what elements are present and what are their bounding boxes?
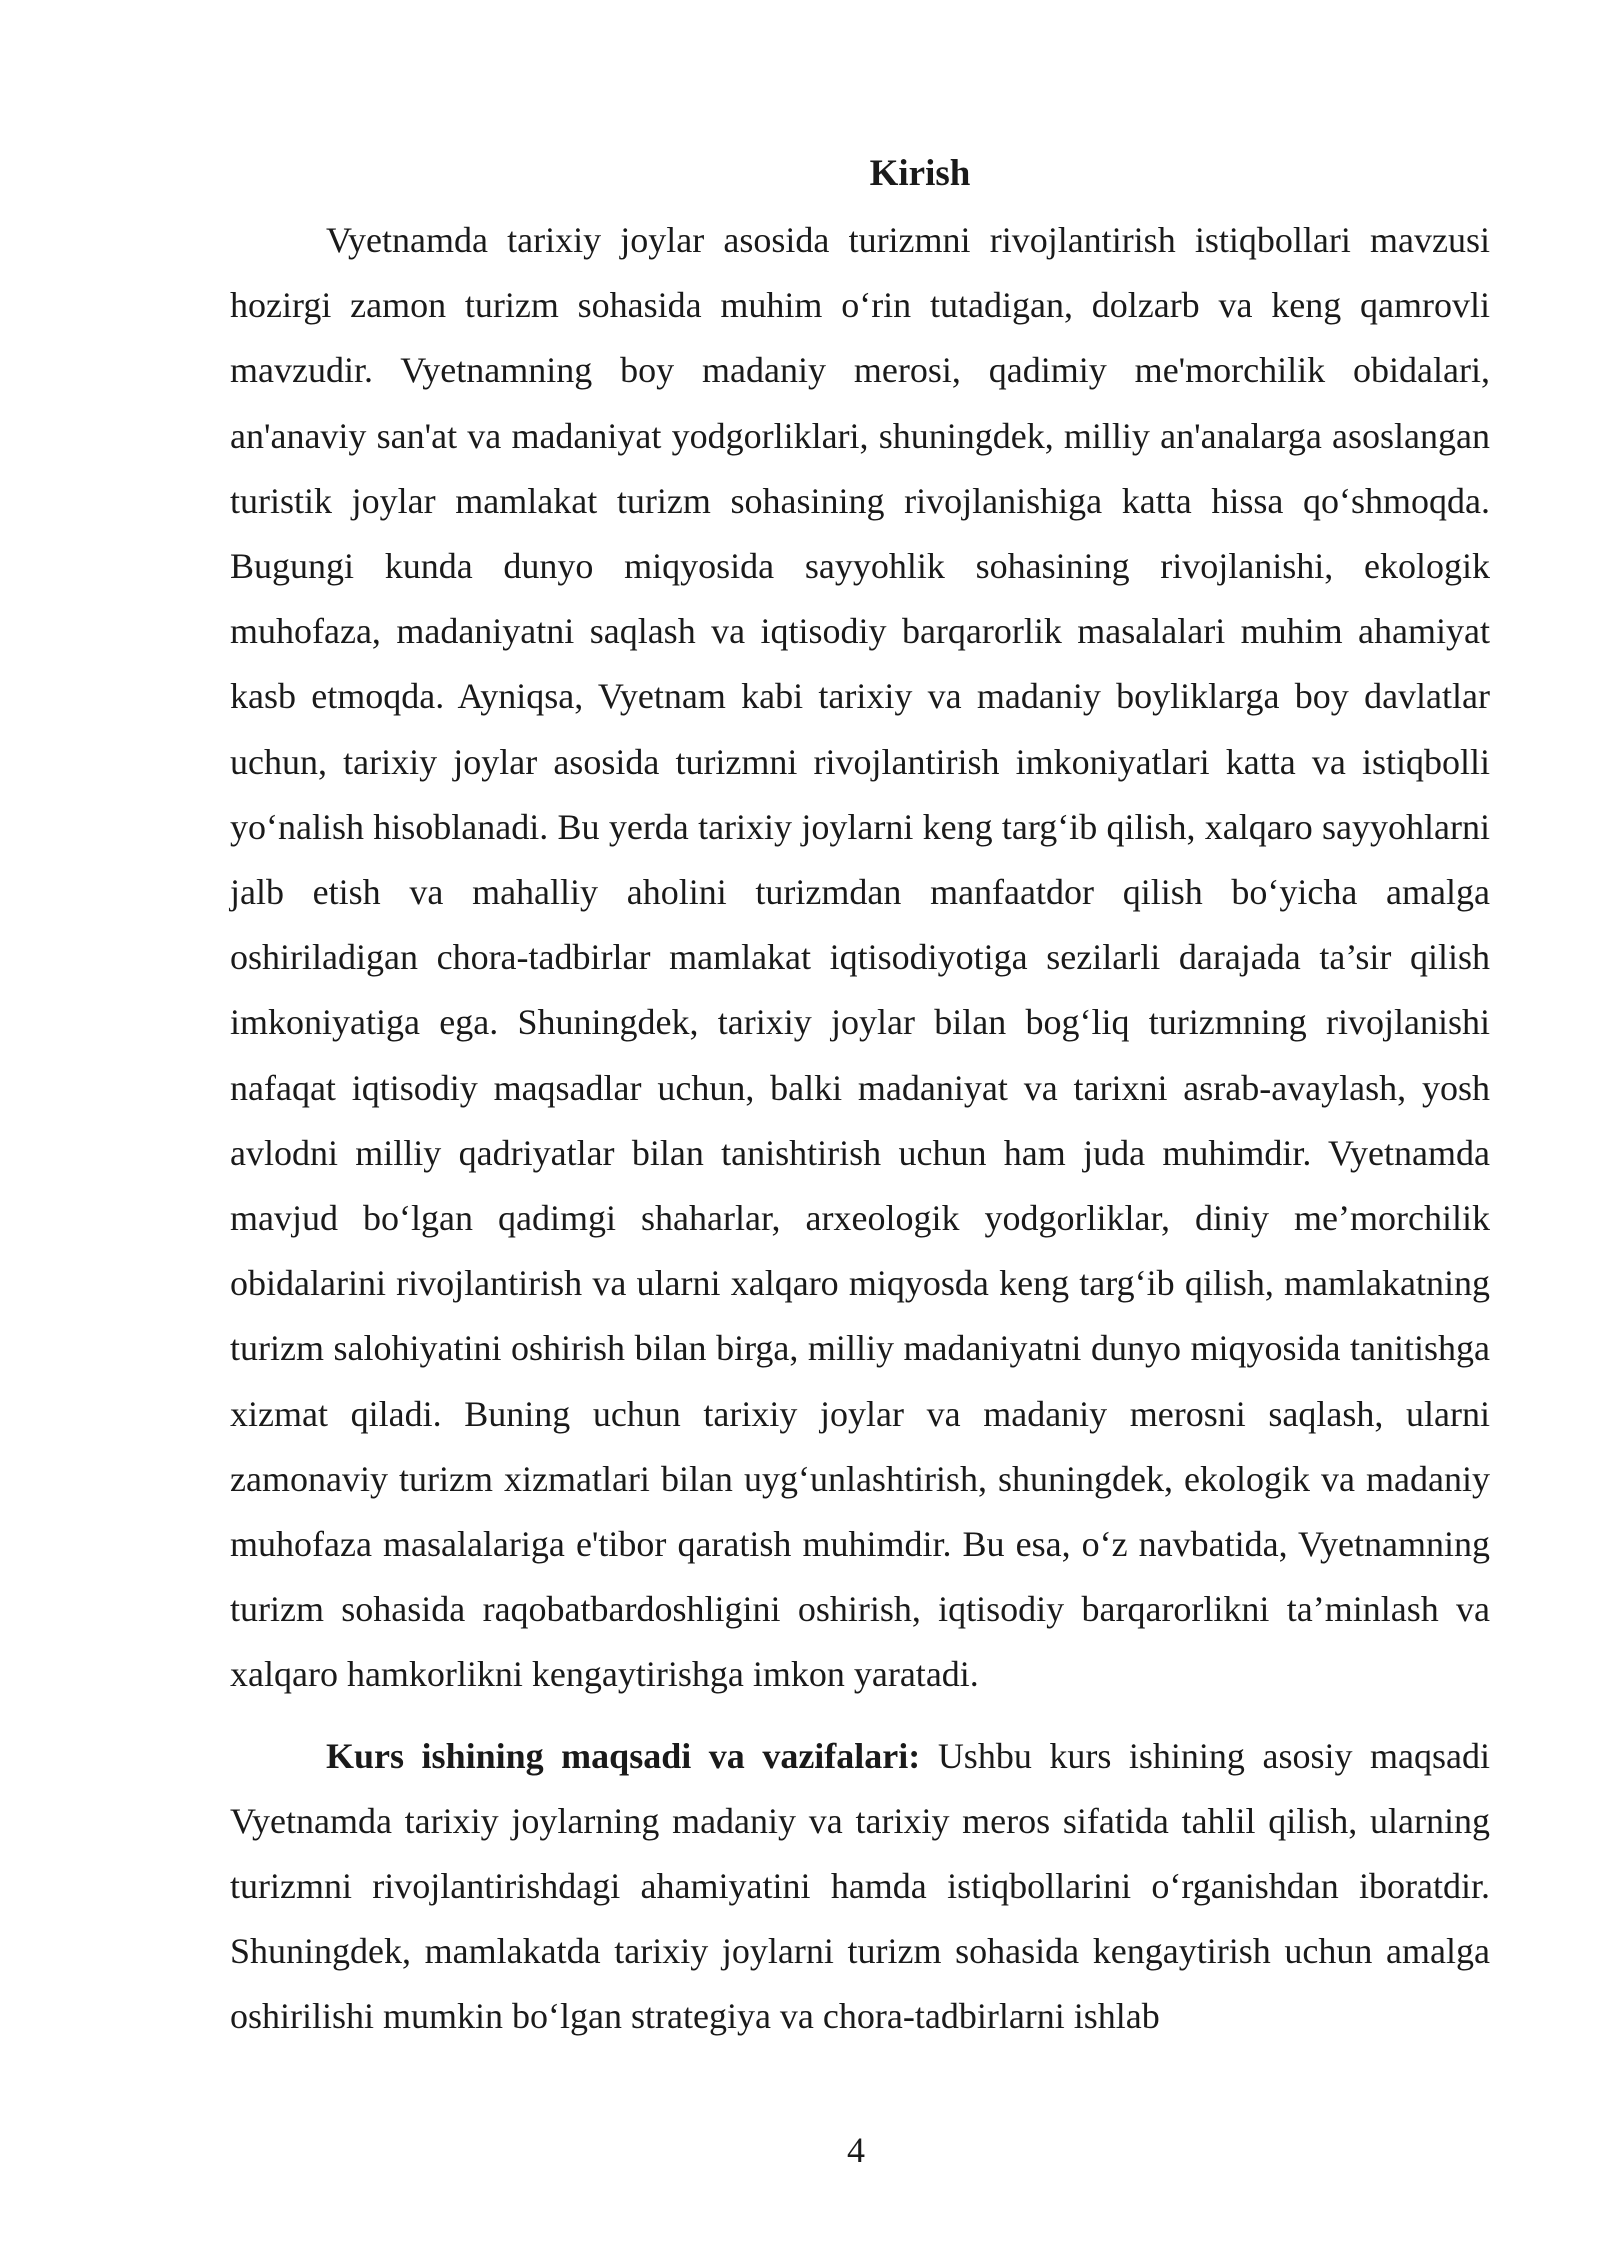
document-page [230, 148, 1490, 2050]
goals-lead-text: Kurs ishining maqsadi va vazifalari: [326, 1735, 921, 1776]
goals-body-text: Ushbu kurs ishining asosiy maqsadi Vyetnamda tarixiy joylarning madaniy va tarixiy meros sifatida tahlil qilish, ularning turizmni rivojlantirishdagi ahamiyatini hamda istiqbollarini o‘rganishdan iboratdir. Shuningdek, mamlakatda tarixiy joylarni turizm sohasida kengaytirish uchun amalga oshirilishi mumkin bo‘lgan strategiya va chora-tadbirlarni ishlab [230, 1735, 1490, 2037]
intro-paragraph: Vyetnamda tarixiy joylar asosida turizmni rivojlantirish istiqbollari mavzusi hozirgi zamon turizm sohasida muhim o‘rin tutadigan, dolzarb va keng qamrovli mavzudir. Vyetnamning boy madaniy merosi, qadimiy me'morchilik obidalari, an'anaviy san'at va madaniyat yodgorliklari, shuningdek, milliy an'analarga asoslangan turistik joylar mamlakat turizm sohasining rivojlanishiga katta hissa qo‘shmoqda. Bugungi kunda dunyo miqyosida sayyohlik sohasining rivojlanishi, ekologik muhofaza, madaniyatni saqlash va iqtisodiy barqarorlik masalalari muhim ahamiyat kasb etmoqda. Ayniqsa, Vyetnam kabi tarixiy va madaniy boyliklarga boy davlatlar uchun, tarixiy joylar asosida turizmni rivojlantirish imkoniyatlari katta va istiqbolli yo‘nalish hisoblanadi. Bu yerda tarixiy joylarni keng targ‘ib qilish, xalqaro sayyohlarni jalb etish va mahalliy aholini turizmdan manfaatdor qilish bo‘yicha amalga oshiriladigan chora-tadbirlar mamlakat iqtisodiyotiga sezilarli darajada ta’sir qilish imkoniyatiga ega. Shuningdek, tarixiy joylar bilan bog‘liq turizmning rivojlanishi nafaqat iqtisodiy maqsadlar uchun, balki madaniyat va tarixni asrab-avaylash, yosh avlodni milliy qadriyatlar bilan tanishtirish uchun ham juda muhimdir. Vyetnamda mavjud bo‘lgan qadimgi shaharlar, arxeologik yodgorliklar, diniy me’morchilik obidalarini rivojlantirish va ularni xalqaro miqyosda keng targ‘ib qilish, mamlakatning turizm salohiyatini oshirish bilan birga, milliy madaniyatni dunyo miqyosida tanitishga xizmat qiladi. Buning uchun tarixiy joylar va madaniy merosni saqlash, ularni zamonaviy turizm xizmatlari bilan uyg‘unlashtirish, shuningdek, ekologik va madaniy muhofaza masalalariga e'tibor qaratish muhimdir. Bu esa, o‘z navbatida, Vyetnamning turizm sohasida raqobatbardoshligini oshirish, iqtisodiy barqarorlikni ta’minlash va xalqaro hamkorlikni kengaytirishga imkon yaratadi. [230, 220, 1490, 1695]
section-heading: Kirish [869, 153, 971, 194]
goals-paragraph [230, 1724, 1490, 2050]
page-number: 4 [847, 2130, 865, 2170]
